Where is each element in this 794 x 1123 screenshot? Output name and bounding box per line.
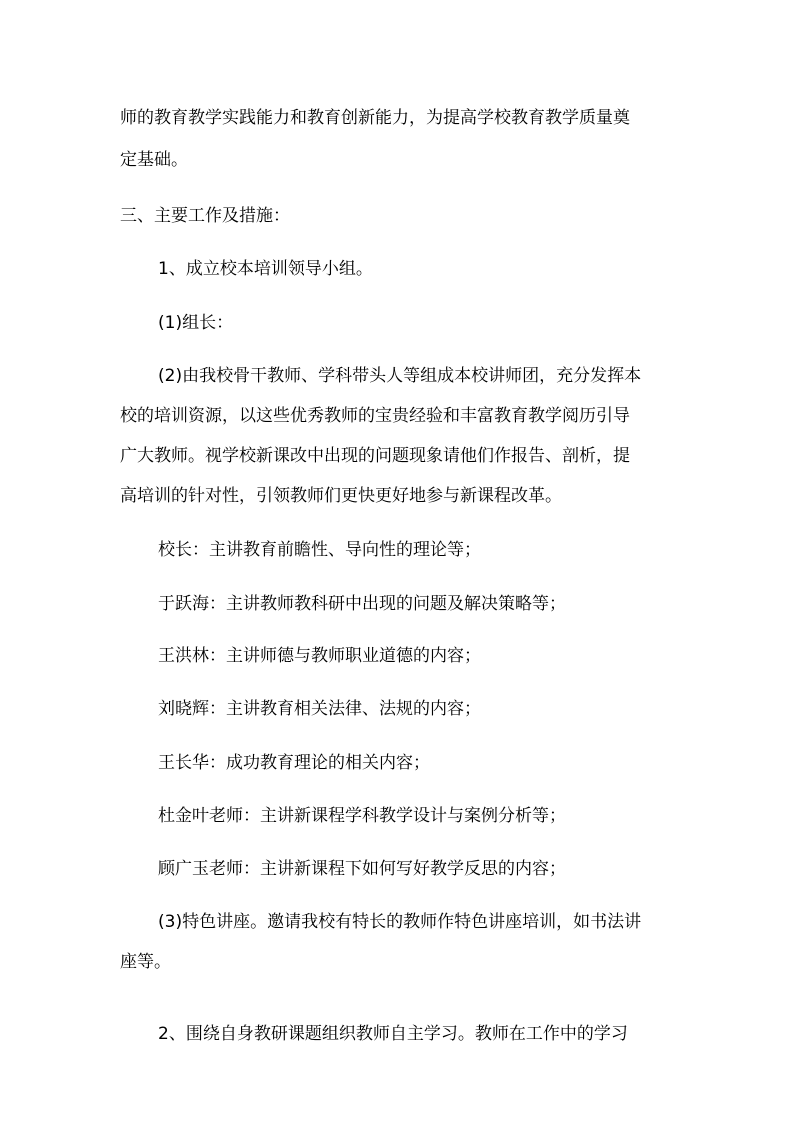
- section-heading: 三、主要工作及措施：: [120, 206, 290, 226]
- lecturer-item: 校长：主讲教育前瞻性、导向性的理论等；: [158, 540, 481, 560]
- paragraph-line: 师的教育教学实践能力和教育创新能力，为提高学校教育教学质量奠: [120, 108, 630, 128]
- list-item-heading: 2、围绕自身教研课题组织教师自主学习。教师在工作中的学习: [158, 1024, 628, 1044]
- paragraph-line: (1)组长：: [158, 313, 234, 333]
- paragraph-line: 广大教师。视学校新课改中出现的问题现象请他们作报告、剖析，提: [120, 446, 630, 466]
- lecturer-item: 顾广玉老师：主讲新课程下如何写好教学反思的内容；: [158, 859, 566, 879]
- lecturer-item: 王长华：成功教育理论的相关内容；: [158, 753, 430, 773]
- lecturer-item: 王洪林：主讲师德与教师职业道德的内容；: [158, 646, 481, 666]
- list-item-heading: 1、成立校本培训领导小组。: [158, 259, 373, 279]
- paragraph-line: (2)由我校骨干教师、学科带头人等组成本校讲师团，充分发挥本: [158, 366, 642, 386]
- paragraph-line: 高培训的针对性，引领教师们更快更好地参与新课程改革。: [120, 486, 562, 506]
- lecturer-item: 刘晓辉：主讲教育相关法律、法规的内容；: [158, 699, 481, 719]
- paragraph-line: 校的培训资源，以这些优秀教师的宝贵经验和丰富教育教学阅历引导: [120, 406, 630, 426]
- lecturer-item: 杜金叶老师：主讲新课程学科教学设计与案例分析等；: [158, 806, 566, 826]
- paragraph-line: 定基础。: [120, 150, 188, 170]
- lecturer-item: 于跃海：主讲教师教科研中出现的问题及解决策略等；: [158, 594, 566, 614]
- paragraph-line: 座等。: [120, 952, 171, 972]
- paragraph-line: (3)特色讲座。邀请我校有特长的教师作特色讲座培训，如书法讲: [158, 912, 642, 932]
